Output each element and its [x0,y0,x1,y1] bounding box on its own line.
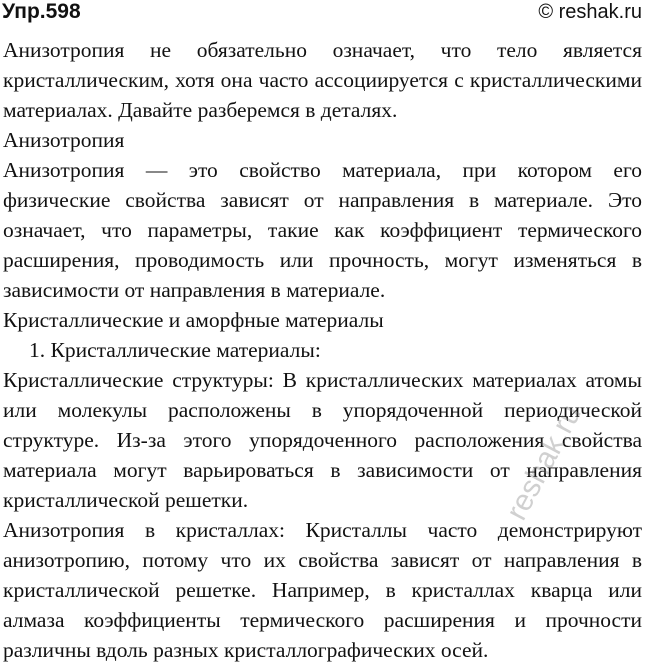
crystal-structures-paragraph: Кристаллические структуры: В кристаллических материалах атомы или молекулы расположены в упорядоченной периодической структуре. Из-за этого упорядоченного расположения свойства материала могут варьироваться в зависимости от направления кристаллической решетки. [3,368,642,512]
anisotropy-in-crystals-paragraph: Анизотропия в кристаллах: Кристаллы часто демонстрируют анизотропию, потому что их свойства зависят от направления в кристаллической решетке. Например, в кристаллах кварца или алмаза коэффициенты термического расширения и прочности различны вдоль разных кристаллографических осей. [3,518,642,662]
document-body [3,35,642,665]
heading-anisotropy: Анизотропия [3,128,125,152]
intro-paragraph: Анизотропия не обязательно означает, что тело является кристаллическим, хотя она часто ассоциируется с кристаллическими материалах. Давайте разберемся в деталях. [3,38,642,122]
page-header [0,0,646,26]
site-credit: © reshak.ru [538,1,642,23]
list-item-crystalline: 1. Кристаллические материалы: [29,338,321,362]
heading-crystalline-amorphous: Кристаллические и аморфные материалы [3,308,384,332]
watermark: reshak.ru [500,399,588,526]
definition-paragraph: Анизотропия — это свойство материала, при котором его физические свойства зависят от направления в материале. Это означает, что параметры, такие как коэффициент термического расширения, проводимость или прочность, могут изменяться в зависимости от направления в материале. [3,158,642,302]
exercise-number: Упр.598 [2,0,81,23]
